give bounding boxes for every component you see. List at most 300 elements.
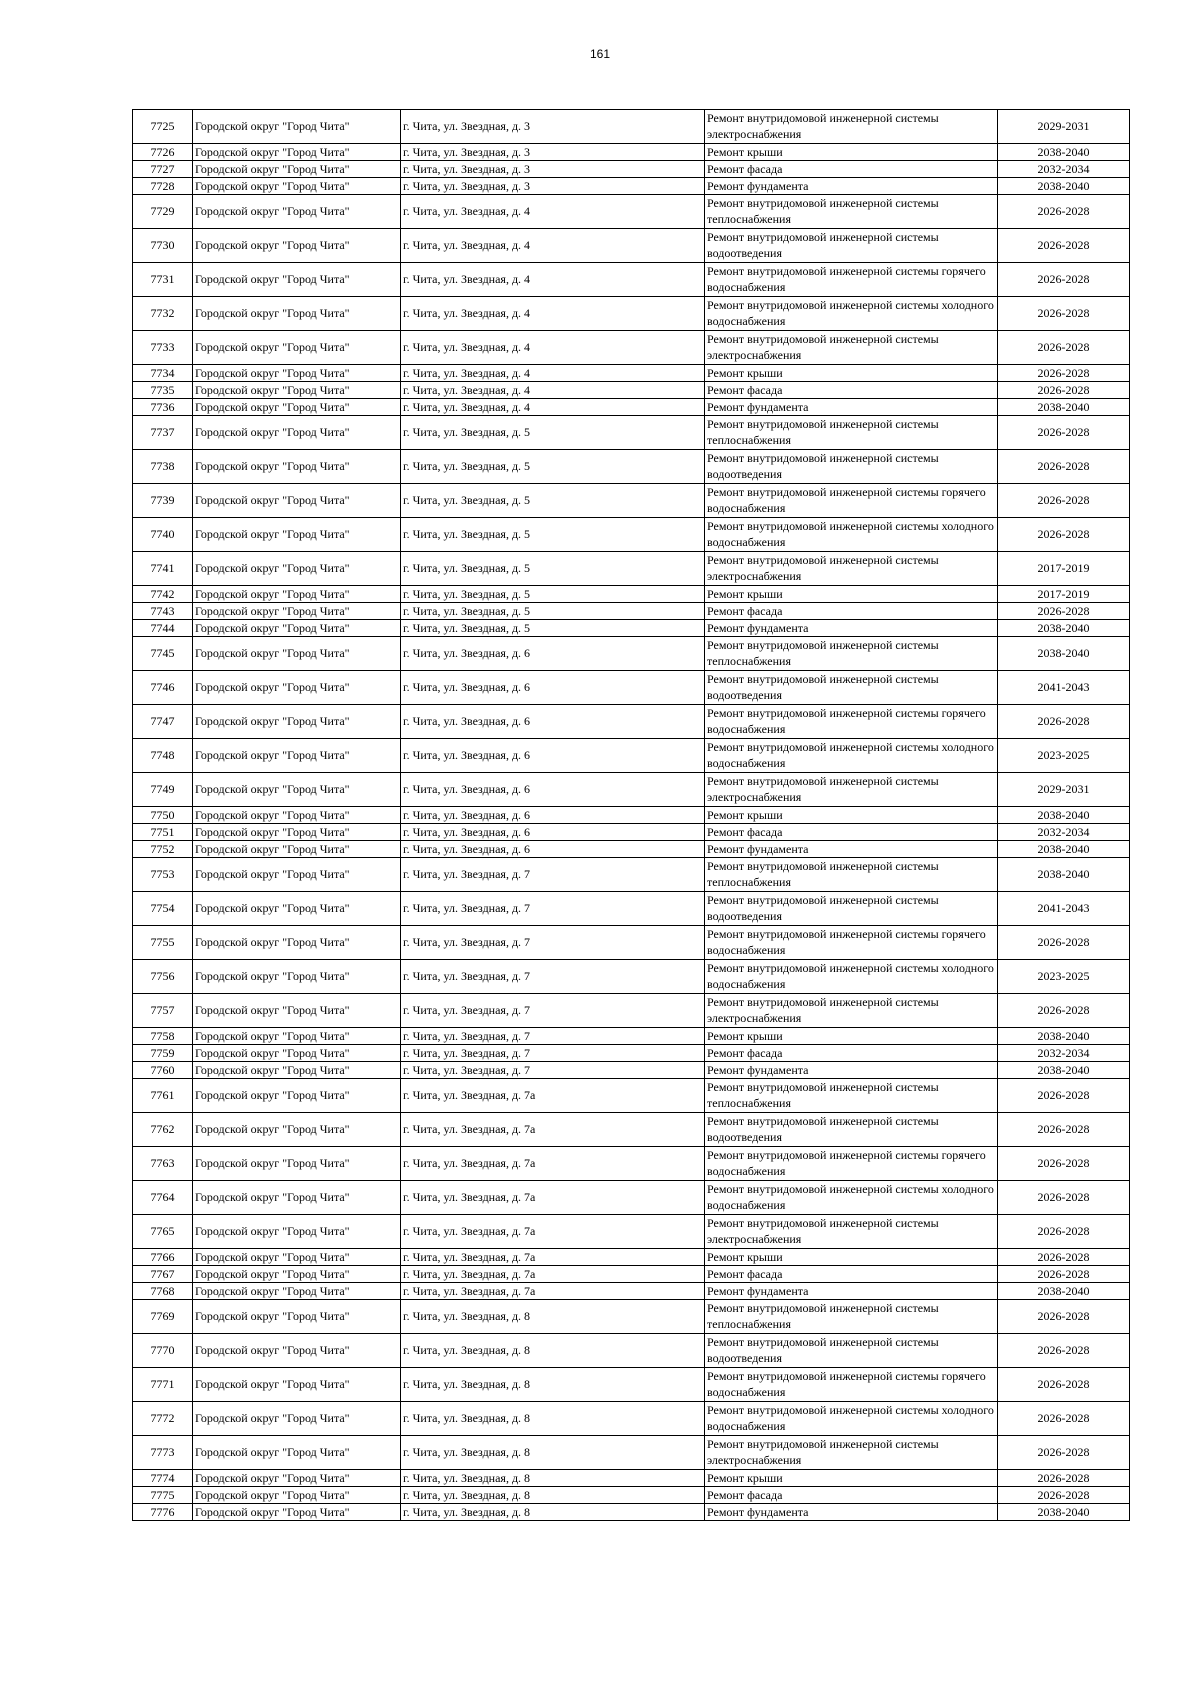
address-cell: г. Чита, ул. Звездная, д. 6 xyxy=(401,671,705,705)
work-type-cell: Ремонт внутридомовой инженерной системы горячего водоснабжения xyxy=(705,1368,998,1402)
municipality-cell: Городской округ "Город Чита" xyxy=(193,586,401,603)
address-cell: г. Чита, ул. Звездная, д. 7 xyxy=(401,858,705,892)
table-row xyxy=(133,1249,1130,1266)
work-type-cell: Ремонт внутридомовой инженерной системы теплоснабжения xyxy=(705,416,998,450)
municipality-cell: Городской округ "Город Чита" xyxy=(193,416,401,450)
address-cell: г. Чита, ул. Звездная, д. 7а xyxy=(401,1215,705,1249)
work-type-cell: Ремонт внутридомовой инженерной системы холодного водоснабжения xyxy=(705,1402,998,1436)
address-cell: г. Чита, ул. Звездная, д. 7а xyxy=(401,1181,705,1215)
row-number-cell: 7772 xyxy=(133,1402,193,1436)
table-row xyxy=(133,705,1130,739)
address-cell: г. Чита, ул. Звездная, д. 8 xyxy=(401,1436,705,1470)
municipality-cell: Городской округ "Город Чита" xyxy=(193,1402,401,1436)
table-row xyxy=(133,161,1130,178)
municipality-cell: Городской округ "Город Чита" xyxy=(193,365,401,382)
period-cell: 2029-2031 xyxy=(998,773,1130,807)
table-row xyxy=(133,1045,1130,1062)
period-cell: 2026-2028 xyxy=(998,1402,1130,1436)
table-row xyxy=(133,1436,1130,1470)
table-row xyxy=(133,1215,1130,1249)
period-cell: 2026-2028 xyxy=(998,1147,1130,1181)
period-cell: 2026-2028 xyxy=(998,994,1130,1028)
period-cell: 2041-2043 xyxy=(998,671,1130,705)
address-cell: г. Чита, ул. Звездная, д. 7 xyxy=(401,994,705,1028)
address-cell: г. Чита, ул. Звездная, д. 4 xyxy=(401,382,705,399)
address-cell: г. Чита, ул. Звездная, д. 8 xyxy=(401,1470,705,1487)
address-cell: г. Чита, ул. Звездная, д. 4 xyxy=(401,263,705,297)
table-row xyxy=(133,229,1130,263)
address-cell: г. Чита, ул. Звездная, д. 7а xyxy=(401,1147,705,1181)
municipality-cell: Городской округ "Город Чита" xyxy=(193,1181,401,1215)
municipality-cell: Городской округ "Город Чита" xyxy=(193,1249,401,1266)
municipality-cell: Городской округ "Город Чита" xyxy=(193,1079,401,1113)
work-type-cell: Ремонт внутридомовой инженерной системы водоотведения xyxy=(705,1334,998,1368)
work-type-cell: Ремонт внутридомовой инженерной системы водоотведения xyxy=(705,671,998,705)
table-row xyxy=(133,807,1130,824)
work-type-cell: Ремонт фундамента xyxy=(705,178,998,195)
municipality-cell: Городской округ "Город Чита" xyxy=(193,1113,401,1147)
table-row xyxy=(133,1028,1130,1045)
work-type-cell: Ремонт внутридомовой инженерной системы горячего водоснабжения xyxy=(705,263,998,297)
table-row xyxy=(133,1334,1130,1368)
address-cell: г. Чита, ул. Звездная, д. 5 xyxy=(401,552,705,586)
row-number-cell: 7766 xyxy=(133,1249,193,1266)
period-cell: 2032-2034 xyxy=(998,1045,1130,1062)
row-number-cell: 7751 xyxy=(133,824,193,841)
table-row xyxy=(133,994,1130,1028)
row-number-cell: 7755 xyxy=(133,926,193,960)
work-type-cell: Ремонт внутридомовой инженерной системы холодного водоснабжения xyxy=(705,297,998,331)
period-cell: 2026-2028 xyxy=(998,1113,1130,1147)
address-cell: г. Чита, ул. Звездная, д. 6 xyxy=(401,841,705,858)
table-row xyxy=(133,739,1130,773)
row-number-cell: 7749 xyxy=(133,773,193,807)
period-cell: 2026-2028 xyxy=(998,1300,1130,1334)
address-cell: г. Чита, ул. Звездная, д. 5 xyxy=(401,586,705,603)
row-number-cell: 7756 xyxy=(133,960,193,994)
row-number-cell: 7731 xyxy=(133,263,193,297)
table-row xyxy=(133,1487,1130,1504)
work-type-cell: Ремонт фасада xyxy=(705,1487,998,1504)
work-type-cell: Ремонт внутридомовой инженерной системы теплоснабжения xyxy=(705,1300,998,1334)
municipality-cell: Городской округ "Город Чита" xyxy=(193,1045,401,1062)
work-type-cell: Ремонт крыши xyxy=(705,144,998,161)
address-cell: г. Чита, ул. Звездная, д. 6 xyxy=(401,637,705,671)
table-row xyxy=(133,1062,1130,1079)
table-row xyxy=(133,365,1130,382)
table-row xyxy=(133,484,1130,518)
work-type-cell: Ремонт внутридомовой инженерной системы теплоснабжения xyxy=(705,858,998,892)
address-cell: г. Чита, ул. Звездная, д. 6 xyxy=(401,773,705,807)
row-number-cell: 7775 xyxy=(133,1487,193,1504)
address-cell: г. Чита, ул. Звездная, д. 6 xyxy=(401,705,705,739)
address-cell: г. Чита, ул. Звездная, д. 7 xyxy=(401,1028,705,1045)
period-cell: 2041-2043 xyxy=(998,892,1130,926)
table-row xyxy=(133,637,1130,671)
address-cell: г. Чита, ул. Звездная, д. 4 xyxy=(401,399,705,416)
address-cell: г. Чита, ул. Звездная, д. 7 xyxy=(401,960,705,994)
address-cell: г. Чита, ул. Звездная, д. 4 xyxy=(401,195,705,229)
address-cell: г. Чита, ул. Звездная, д. 3 xyxy=(401,161,705,178)
table-row xyxy=(133,178,1130,195)
address-cell: г. Чита, ул. Звездная, д. 8 xyxy=(401,1504,705,1521)
row-number-cell: 7746 xyxy=(133,671,193,705)
period-cell: 2038-2040 xyxy=(998,399,1130,416)
row-number-cell: 7760 xyxy=(133,1062,193,1079)
row-number-cell: 7739 xyxy=(133,484,193,518)
municipality-cell: Городской округ "Город Чита" xyxy=(193,671,401,705)
work-type-cell: Ремонт внутридомовой инженерной системы холодного водоснабжения xyxy=(705,739,998,773)
work-type-cell: Ремонт крыши xyxy=(705,365,998,382)
table-row xyxy=(133,586,1130,603)
municipality-cell: Городской округ "Город Чита" xyxy=(193,824,401,841)
period-cell: 2038-2040 xyxy=(998,1504,1130,1521)
address-cell: г. Чита, ул. Звездная, д. 4 xyxy=(401,297,705,331)
row-number-cell: 7753 xyxy=(133,858,193,892)
row-number-cell: 7728 xyxy=(133,178,193,195)
period-cell: 2026-2028 xyxy=(998,1079,1130,1113)
municipality-cell: Городской округ "Город Чита" xyxy=(193,263,401,297)
row-number-cell: 7747 xyxy=(133,705,193,739)
municipality-cell: Городской округ "Город Чита" xyxy=(193,994,401,1028)
municipality-cell: Городской округ "Город Чита" xyxy=(193,1266,401,1283)
row-number-cell: 7768 xyxy=(133,1283,193,1300)
address-cell: г. Чита, ул. Звездная, д. 6 xyxy=(401,739,705,773)
work-type-cell: Ремонт внутридомовой инженерной системы водоотведения xyxy=(705,892,998,926)
row-number-cell: 7761 xyxy=(133,1079,193,1113)
row-number-cell: 7752 xyxy=(133,841,193,858)
municipality-cell: Городской округ "Город Чита" xyxy=(193,110,401,144)
municipality-cell: Городской округ "Город Чита" xyxy=(193,620,401,637)
row-number-cell: 7769 xyxy=(133,1300,193,1334)
row-number-cell: 7733 xyxy=(133,331,193,365)
row-number-cell: 7771 xyxy=(133,1368,193,1402)
municipality-cell: Городской округ "Город Чита" xyxy=(193,1470,401,1487)
row-number-cell: 7770 xyxy=(133,1334,193,1368)
row-number-cell: 7726 xyxy=(133,144,193,161)
address-cell: г. Чита, ул. Звездная, д. 5 xyxy=(401,484,705,518)
row-number-cell: 7729 xyxy=(133,195,193,229)
table-row xyxy=(133,399,1130,416)
period-cell: 2026-2028 xyxy=(998,1487,1130,1504)
address-cell: г. Чита, ул. Звездная, д. 5 xyxy=(401,603,705,620)
work-type-cell: Ремонт крыши xyxy=(705,586,998,603)
municipality-cell: Городской округ "Город Чита" xyxy=(193,297,401,331)
repair-schedule-table xyxy=(132,109,1130,1521)
municipality-cell: Городской округ "Город Чита" xyxy=(193,739,401,773)
table-row xyxy=(133,1266,1130,1283)
work-type-cell: Ремонт фундамента xyxy=(705,1504,998,1521)
row-number-cell: 7763 xyxy=(133,1147,193,1181)
municipality-cell: Городской округ "Город Чита" xyxy=(193,1215,401,1249)
municipality-cell: Городской округ "Город Чита" xyxy=(193,892,401,926)
work-type-cell: Ремонт внутридомовой инженерной системы электроснабжения xyxy=(705,773,998,807)
row-number-cell: 7759 xyxy=(133,1045,193,1062)
table-row xyxy=(133,518,1130,552)
work-type-cell: Ремонт внутридомовой инженерной системы электроснабжения xyxy=(705,552,998,586)
address-cell: г. Чита, ул. Звездная, д. 4 xyxy=(401,229,705,263)
address-cell: г. Чита, ул. Звездная, д. 7а xyxy=(401,1266,705,1283)
address-cell: г. Чита, ул. Звездная, д. 4 xyxy=(401,331,705,365)
work-type-cell: Ремонт фундамента xyxy=(705,1283,998,1300)
work-type-cell: Ремонт фасада xyxy=(705,603,998,620)
period-cell: 2026-2028 xyxy=(998,297,1130,331)
period-cell: 2023-2025 xyxy=(998,960,1130,994)
work-type-cell: Ремонт фасада xyxy=(705,824,998,841)
municipality-cell: Городской округ "Город Чита" xyxy=(193,773,401,807)
row-number-cell: 7748 xyxy=(133,739,193,773)
table-row xyxy=(133,144,1130,161)
period-cell: 2038-2040 xyxy=(998,144,1130,161)
period-cell: 2026-2028 xyxy=(998,195,1130,229)
municipality-cell: Городской округ "Город Чита" xyxy=(193,552,401,586)
municipality-cell: Городской округ "Город Чита" xyxy=(193,161,401,178)
period-cell: 2026-2028 xyxy=(998,1368,1130,1402)
municipality-cell: Городской округ "Город Чита" xyxy=(193,1062,401,1079)
work-type-cell: Ремонт внутридомовой инженерной системы горячего водоснабжения xyxy=(705,484,998,518)
row-number-cell: 7744 xyxy=(133,620,193,637)
row-number-cell: 7762 xyxy=(133,1113,193,1147)
table-row xyxy=(133,926,1130,960)
work-type-cell: Ремонт внутридомовой инженерной системы электроснабжения xyxy=(705,331,998,365)
municipality-cell: Городской округ "Город Чита" xyxy=(193,603,401,620)
table-row xyxy=(133,195,1130,229)
municipality-cell: Городской округ "Город Чита" xyxy=(193,229,401,263)
table-row xyxy=(133,1181,1130,1215)
municipality-cell: Городской округ "Город Чита" xyxy=(193,1334,401,1368)
work-type-cell: Ремонт фасада xyxy=(705,382,998,399)
period-cell: 2026-2028 xyxy=(998,603,1130,620)
table-row xyxy=(133,1113,1130,1147)
work-type-cell: Ремонт крыши xyxy=(705,1249,998,1266)
row-number-cell: 7737 xyxy=(133,416,193,450)
row-number-cell: 7765 xyxy=(133,1215,193,1249)
work-type-cell: Ремонт крыши xyxy=(705,1470,998,1487)
period-cell: 2038-2040 xyxy=(998,807,1130,824)
work-type-cell: Ремонт внутридомовой инженерной системы горячего водоснабжения xyxy=(705,926,998,960)
table-row xyxy=(133,1283,1130,1300)
period-cell: 2026-2028 xyxy=(998,705,1130,739)
period-cell: 2038-2040 xyxy=(998,1028,1130,1045)
address-cell: г. Чита, ул. Звездная, д. 7а xyxy=(401,1079,705,1113)
address-cell: г. Чита, ул. Звездная, д. 6 xyxy=(401,807,705,824)
municipality-cell: Городской округ "Город Чита" xyxy=(193,195,401,229)
address-cell: г. Чита, ул. Звездная, д. 7а xyxy=(401,1249,705,1266)
municipality-cell: Городской округ "Город Чита" xyxy=(193,926,401,960)
table-row xyxy=(133,841,1130,858)
row-number-cell: 7767 xyxy=(133,1266,193,1283)
row-number-cell: 7758 xyxy=(133,1028,193,1045)
table-row xyxy=(133,1470,1130,1487)
row-number-cell: 7754 xyxy=(133,892,193,926)
row-number-cell: 7732 xyxy=(133,297,193,331)
period-cell: 2038-2040 xyxy=(998,637,1130,671)
period-cell: 2017-2019 xyxy=(998,586,1130,603)
row-number-cell: 7740 xyxy=(133,518,193,552)
row-number-cell: 7738 xyxy=(133,450,193,484)
table-row xyxy=(133,824,1130,841)
work-type-cell: Ремонт фасада xyxy=(705,1266,998,1283)
municipality-cell: Городской округ "Город Чита" xyxy=(193,705,401,739)
period-cell: 2026-2028 xyxy=(998,1436,1130,1470)
period-cell: 2038-2040 xyxy=(998,841,1130,858)
address-cell: г. Чита, ул. Звездная, д. 8 xyxy=(401,1368,705,1402)
period-cell: 2026-2028 xyxy=(998,365,1130,382)
period-cell: 2038-2040 xyxy=(998,1283,1130,1300)
period-cell: 2026-2028 xyxy=(998,263,1130,297)
address-cell: г. Чита, ул. Звездная, д. 5 xyxy=(401,518,705,552)
address-cell: г. Чита, ул. Звездная, д. 6 xyxy=(401,824,705,841)
work-type-cell: Ремонт внутридомовой инженерной системы холодного водоснабжения xyxy=(705,960,998,994)
work-type-cell: Ремонт внутридомовой инженерной системы холодного водоснабжения xyxy=(705,1181,998,1215)
municipality-cell: Городской округ "Город Чита" xyxy=(193,1504,401,1521)
period-cell: 2026-2028 xyxy=(998,331,1130,365)
period-cell: 2017-2019 xyxy=(998,552,1130,586)
address-cell: г. Чита, ул. Звездная, д. 7а xyxy=(401,1113,705,1147)
period-cell: 2029-2031 xyxy=(998,110,1130,144)
work-type-cell: Ремонт внутридомовой инженерной системы водоотведения xyxy=(705,229,998,263)
address-cell: г. Чита, ул. Звездная, д. 5 xyxy=(401,620,705,637)
table-row xyxy=(133,416,1130,450)
table-row xyxy=(133,263,1130,297)
work-type-cell: Ремонт внутридомовой инженерной системы горячего водоснабжения xyxy=(705,705,998,739)
period-cell: 2038-2040 xyxy=(998,1062,1130,1079)
address-cell: г. Чита, ул. Звездная, д. 8 xyxy=(401,1487,705,1504)
table-row xyxy=(133,1504,1130,1521)
work-type-cell: Ремонт внутридомовой инженерной системы электроснабжения xyxy=(705,1215,998,1249)
municipality-cell: Городской округ "Город Чита" xyxy=(193,637,401,671)
work-type-cell: Ремонт внутридомовой инженерной системы водоотведения xyxy=(705,450,998,484)
work-type-cell: Ремонт внутридомовой инженерной системы электроснабжения xyxy=(705,110,998,144)
municipality-cell: Городской округ "Город Чита" xyxy=(193,960,401,994)
period-cell: 2023-2025 xyxy=(998,739,1130,773)
municipality-cell: Городской округ "Город Чита" xyxy=(193,382,401,399)
address-cell: г. Чита, ул. Звездная, д. 5 xyxy=(401,416,705,450)
municipality-cell: Городской округ "Город Чита" xyxy=(193,1436,401,1470)
table-row xyxy=(133,603,1130,620)
municipality-cell: Городской округ "Город Чита" xyxy=(193,144,401,161)
table-row xyxy=(133,450,1130,484)
period-cell: 2026-2028 xyxy=(998,1181,1130,1215)
address-cell: г. Чита, ул. Звездная, д. 3 xyxy=(401,110,705,144)
table-row xyxy=(133,620,1130,637)
municipality-cell: Городской округ "Город Чита" xyxy=(193,331,401,365)
work-type-cell: Ремонт внутридомовой инженерной системы холодного водоснабжения xyxy=(705,518,998,552)
address-cell: г. Чита, ул. Звездная, д. 8 xyxy=(401,1300,705,1334)
municipality-cell: Городской округ "Город Чита" xyxy=(193,807,401,824)
row-number-cell: 7764 xyxy=(133,1181,193,1215)
municipality-cell: Городской округ "Город Чита" xyxy=(193,1368,401,1402)
period-cell: 2026-2028 xyxy=(998,382,1130,399)
work-type-cell: Ремонт фасада xyxy=(705,161,998,178)
period-cell: 2026-2028 xyxy=(998,1266,1130,1283)
period-cell: 2038-2040 xyxy=(998,178,1130,195)
row-number-cell: 7743 xyxy=(133,603,193,620)
municipality-cell: Городской округ "Город Чита" xyxy=(193,484,401,518)
period-cell: 2026-2028 xyxy=(998,518,1130,552)
work-type-cell: Ремонт фундамента xyxy=(705,620,998,637)
municipality-cell: Городской округ "Город Чита" xyxy=(193,518,401,552)
row-number-cell: 7750 xyxy=(133,807,193,824)
municipality-cell: Городской округ "Город Чита" xyxy=(193,1028,401,1045)
address-cell: г. Чита, ул. Звездная, д. 3 xyxy=(401,144,705,161)
period-cell: 2026-2028 xyxy=(998,484,1130,518)
period-cell: 2026-2028 xyxy=(998,926,1130,960)
municipality-cell: Городской округ "Город Чита" xyxy=(193,450,401,484)
table-row xyxy=(133,892,1130,926)
work-type-cell: Ремонт фасада xyxy=(705,1045,998,1062)
address-cell: г. Чита, ул. Звездная, д. 7а xyxy=(401,1283,705,1300)
table-row xyxy=(133,382,1130,399)
table-row xyxy=(133,297,1130,331)
row-number-cell: 7735 xyxy=(133,382,193,399)
period-cell: 2038-2040 xyxy=(998,858,1130,892)
municipality-cell: Городской округ "Город Чита" xyxy=(193,1283,401,1300)
municipality-cell: Городской округ "Город Чита" xyxy=(193,1300,401,1334)
table-row xyxy=(133,960,1130,994)
work-type-cell: Ремонт крыши xyxy=(705,807,998,824)
work-type-cell: Ремонт внутридомовой инженерной системы теплоснабжения xyxy=(705,1079,998,1113)
table-row xyxy=(133,1079,1130,1113)
municipality-cell: Городской округ "Город Чита" xyxy=(193,399,401,416)
period-cell: 2026-2028 xyxy=(998,229,1130,263)
table-row xyxy=(133,1147,1130,1181)
table-row xyxy=(133,773,1130,807)
table-row xyxy=(133,110,1130,144)
address-cell: г. Чита, ул. Звездная, д. 7 xyxy=(401,926,705,960)
municipality-cell: Городской округ "Город Чита" xyxy=(193,1147,401,1181)
table-row xyxy=(133,331,1130,365)
work-type-cell: Ремонт внутридомовой инженерной системы электроснабжения xyxy=(705,1436,998,1470)
period-cell: 2026-2028 xyxy=(998,450,1130,484)
period-cell: 2026-2028 xyxy=(998,1470,1130,1487)
table-row xyxy=(133,1402,1130,1436)
table-row xyxy=(133,671,1130,705)
row-number-cell: 7742 xyxy=(133,586,193,603)
table-row xyxy=(133,858,1130,892)
address-cell: г. Чита, ул. Звездная, д. 4 xyxy=(401,365,705,382)
work-type-cell: Ремонт фундамента xyxy=(705,841,998,858)
row-number-cell: 7727 xyxy=(133,161,193,178)
page-number: 161 xyxy=(589,47,611,61)
work-type-cell: Ремонт внутридомовой инженерной системы горячего водоснабжения xyxy=(705,1147,998,1181)
row-number-cell: 7773 xyxy=(133,1436,193,1470)
row-number-cell: 7725 xyxy=(133,110,193,144)
work-type-cell: Ремонт внутридомовой инженерной системы теплоснабжения xyxy=(705,195,998,229)
period-cell: 2038-2040 xyxy=(998,620,1130,637)
table-row xyxy=(133,1368,1130,1402)
row-number-cell: 7741 xyxy=(133,552,193,586)
row-number-cell: 7736 xyxy=(133,399,193,416)
row-number-cell: 7730 xyxy=(133,229,193,263)
table-body xyxy=(133,110,1130,1521)
work-type-cell: Ремонт внутридомовой инженерной системы водоотведения xyxy=(705,1113,998,1147)
table-row xyxy=(133,552,1130,586)
work-type-cell: Ремонт внутридомовой инженерной системы электроснабжения xyxy=(705,994,998,1028)
work-type-cell: Ремонт фундамента xyxy=(705,1062,998,1079)
row-number-cell: 7734 xyxy=(133,365,193,382)
address-cell: г. Чита, ул. Звездная, д. 8 xyxy=(401,1402,705,1436)
address-cell: г. Чита, ул. Звездная, д. 7 xyxy=(401,1062,705,1079)
address-cell: г. Чита, ул. Звездная, д. 7 xyxy=(401,1045,705,1062)
row-number-cell: 7757 xyxy=(133,994,193,1028)
row-number-cell: 7774 xyxy=(133,1470,193,1487)
work-type-cell: Ремонт фундамента xyxy=(705,399,998,416)
period-cell: 2026-2028 xyxy=(998,1215,1130,1249)
address-cell: г. Чита, ул. Звездная, д. 8 xyxy=(401,1334,705,1368)
row-number-cell: 7776 xyxy=(133,1504,193,1521)
period-cell: 2032-2034 xyxy=(998,824,1130,841)
